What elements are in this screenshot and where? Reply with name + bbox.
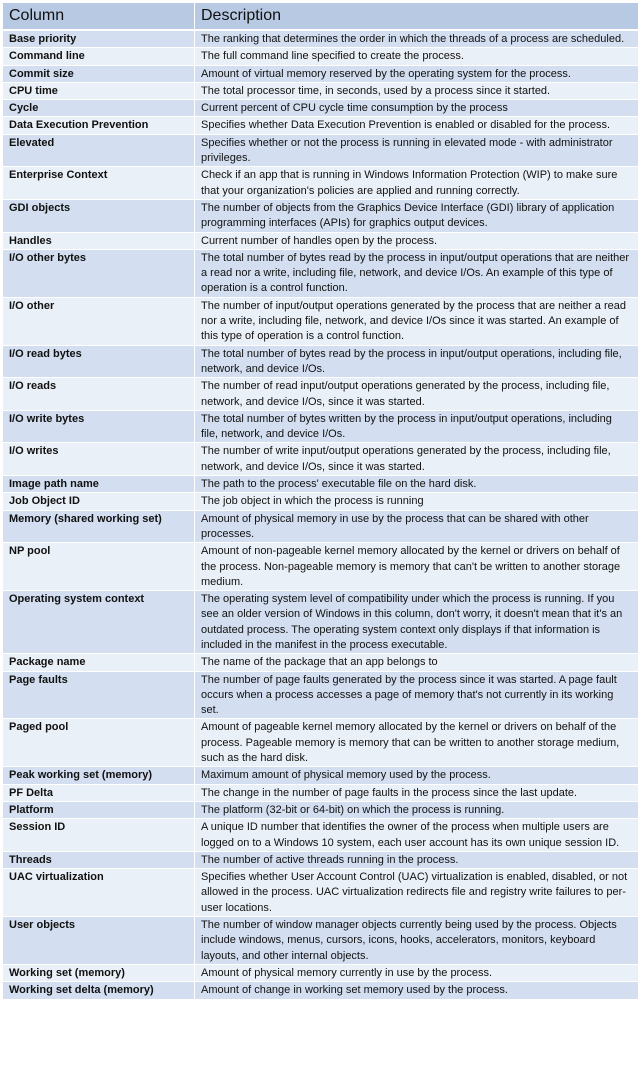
column-name-cell: Operating system context xyxy=(3,591,195,654)
column-name-cell: I/O other bytes xyxy=(3,249,195,297)
column-name-cell: Commit size xyxy=(3,65,195,82)
column-name-cell: NP pool xyxy=(3,543,195,591)
description-cell: Maximum amount of physical memory used by the process. xyxy=(195,767,639,784)
description-cell: The full command line specified to create the process. xyxy=(195,48,639,65)
column-name-cell: CPU time xyxy=(3,82,195,99)
table-row xyxy=(3,654,639,671)
column-name-cell: Enterprise Context xyxy=(3,167,195,200)
column-name-cell: I/O other xyxy=(3,297,195,345)
table-row xyxy=(3,410,639,443)
column-name-cell: GDI objects xyxy=(3,199,195,232)
description-cell: The platform (32-bit or 64-bit) on which the process is running. xyxy=(195,801,639,818)
table-row xyxy=(3,100,639,117)
table-row xyxy=(3,232,639,249)
description-cell: Check if an app that is running in Windows Information Protection (WIP) to make sure that your organization's policies are applied and running correctly. xyxy=(195,167,639,200)
table-row xyxy=(3,134,639,167)
table-row xyxy=(3,671,639,719)
column-name-cell: Cycle xyxy=(3,100,195,117)
column-name-cell: Job Object ID xyxy=(3,493,195,510)
table-row xyxy=(3,167,639,200)
table-row xyxy=(3,591,639,654)
description-cell: The path to the process' executable file on the hard disk. xyxy=(195,476,639,493)
header-description: Description xyxy=(195,3,639,31)
column-name-cell: Working set (memory) xyxy=(3,964,195,981)
table-row xyxy=(3,48,639,65)
description-cell: Current percent of CPU cycle time consumption by the process xyxy=(195,100,639,117)
description-cell: Amount of virtual memory reserved by the operating system for the process. xyxy=(195,65,639,82)
description-cell: Specifies whether or not the process is running in elevated mode - with administrator privileges. xyxy=(195,134,639,167)
table-row xyxy=(3,493,639,510)
description-cell: The ranking that determines the order in which the threads of a process are scheduled. xyxy=(195,30,639,48)
column-name-cell: Platform xyxy=(3,801,195,818)
column-name-cell: PF Delta xyxy=(3,784,195,801)
table-row xyxy=(3,543,639,591)
description-cell: The number of active threads running in the process. xyxy=(195,851,639,868)
description-cell: Amount of physical memory currently in use by the process. xyxy=(195,964,639,981)
column-name-cell: UAC virtualization xyxy=(3,869,195,917)
table-row xyxy=(3,819,639,852)
table-row xyxy=(3,443,639,476)
column-name-cell: Data Execution Prevention xyxy=(3,117,195,134)
description-cell: The number of window manager objects currently being used by the process. Objects include windows, menus, cursors, icons, hooks, accelerators, monitors, keyboard layouts, and other internal objects. xyxy=(195,917,639,965)
column-name-cell: Threads xyxy=(3,851,195,868)
column-name-cell: Handles xyxy=(3,232,195,249)
column-name-cell: I/O reads xyxy=(3,378,195,411)
column-name-cell: User objects xyxy=(3,917,195,965)
column-name-cell: Session ID xyxy=(3,819,195,852)
table-row xyxy=(3,784,639,801)
column-name-cell: Base priority xyxy=(3,30,195,48)
description-cell: Current number of handles open by the process. xyxy=(195,232,639,249)
column-name-cell: Page faults xyxy=(3,671,195,719)
column-name-cell: Command line xyxy=(3,48,195,65)
description-cell: The total number of bytes written by the process in input/output operations, including file, network, and device I/Os. xyxy=(195,410,639,443)
description-cell: Amount of pageable kernel memory allocated by the kernel or drivers on behalf of the process. Pageable memory is memory that can be written to another storage medium, such as the hard disk. xyxy=(195,719,639,767)
table-row xyxy=(3,964,639,981)
table-row xyxy=(3,801,639,818)
table-row xyxy=(3,65,639,82)
column-name-cell: I/O read bytes xyxy=(3,345,195,378)
header-row xyxy=(3,3,639,31)
column-name-cell: Package name xyxy=(3,654,195,671)
table-row xyxy=(3,297,639,345)
description-cell: Specifies whether User Account Control (UAC) virtualization is enabled, disabled, or not allowed in the process. UAC virtualization redirects file and registry write failures to per-user locations. xyxy=(195,869,639,917)
description-cell: The operating system level of compatibility under which the process is running. If you see an older version of Windows in this column, don't worry, it doesn't mean that it's an outdated process. The operating system context only displays if that information is included in the manifest in the process executable. xyxy=(195,591,639,654)
column-name-cell: Paged pool xyxy=(3,719,195,767)
table-row xyxy=(3,982,639,999)
process-columns-table xyxy=(2,2,639,1000)
description-cell: Amount of non-pageable kernel memory allocated by the kernel or drivers on behalf of the process. Non-pageable memory is memory that can't be written to another storage medium. xyxy=(195,543,639,591)
description-cell: The change in the number of page faults in the process since the last update. xyxy=(195,784,639,801)
description-cell: The job object in which the process is running xyxy=(195,493,639,510)
table-row xyxy=(3,82,639,99)
table-row xyxy=(3,30,639,48)
table-row xyxy=(3,719,639,767)
column-name-cell: Elevated xyxy=(3,134,195,167)
description-cell: The total processor time, in seconds, used by a process since it started. xyxy=(195,82,639,99)
table-row xyxy=(3,117,639,134)
description-cell: The number of read input/output operations generated by the process, including file, network, and device I/Os, since it was started. xyxy=(195,378,639,411)
table-row xyxy=(3,378,639,411)
description-cell: The number of page faults generated by the process since it was started. A page fault occurs when a process accesses a page of memory that's not currently in its working set. xyxy=(195,671,639,719)
description-cell: The number of objects from the Graphics Device Interface (GDI) library of application programming interfaces (APIs) for graphics output devices. xyxy=(195,199,639,232)
table-body xyxy=(3,30,639,999)
description-cell: Amount of physical memory in use by the process that can be shared with other processes. xyxy=(195,510,639,543)
table-row xyxy=(3,476,639,493)
table-row xyxy=(3,767,639,784)
table-row xyxy=(3,917,639,965)
column-name-cell: Peak working set (memory) xyxy=(3,767,195,784)
description-cell: Amount of change in working set memory used by the process. xyxy=(195,982,639,999)
table-row xyxy=(3,510,639,543)
column-name-cell: Working set delta (memory) xyxy=(3,982,195,999)
table-row xyxy=(3,869,639,917)
table-row xyxy=(3,199,639,232)
description-cell: Specifies whether Data Execution Prevention is enabled or disabled for the process. xyxy=(195,117,639,134)
description-cell: The total number of bytes read by the process in input/output operations that are neither a read nor a write, including file, network, and device I/Os. An example of this type of operation is a control function. xyxy=(195,249,639,297)
column-name-cell: I/O write bytes xyxy=(3,410,195,443)
description-cell: A unique ID number that identifies the owner of the process when multiple users are logged on to a Windows 10 system, each user account has its own unique session ID. xyxy=(195,819,639,852)
table-row xyxy=(3,345,639,378)
column-name-cell: Image path name xyxy=(3,476,195,493)
description-cell: The name of the package that an app belongs to xyxy=(195,654,639,671)
table-row xyxy=(3,249,639,297)
header-column: Column xyxy=(3,3,195,31)
column-name-cell: Memory (shared working set) xyxy=(3,510,195,543)
description-cell: The number of write input/output operations generated by the process, including file, network, and device I/Os, since it was started. xyxy=(195,443,639,476)
column-name-cell: I/O writes xyxy=(3,443,195,476)
description-cell: The number of input/output operations generated by the process that are neither a read nor a write, including file, network, and device I/Os since it was started. An example of this type of operation is a control function. xyxy=(195,297,639,345)
description-cell: The total number of bytes read by the process in input/output operations, including file, network, and device I/Os. xyxy=(195,345,639,378)
table-row xyxy=(3,851,639,868)
